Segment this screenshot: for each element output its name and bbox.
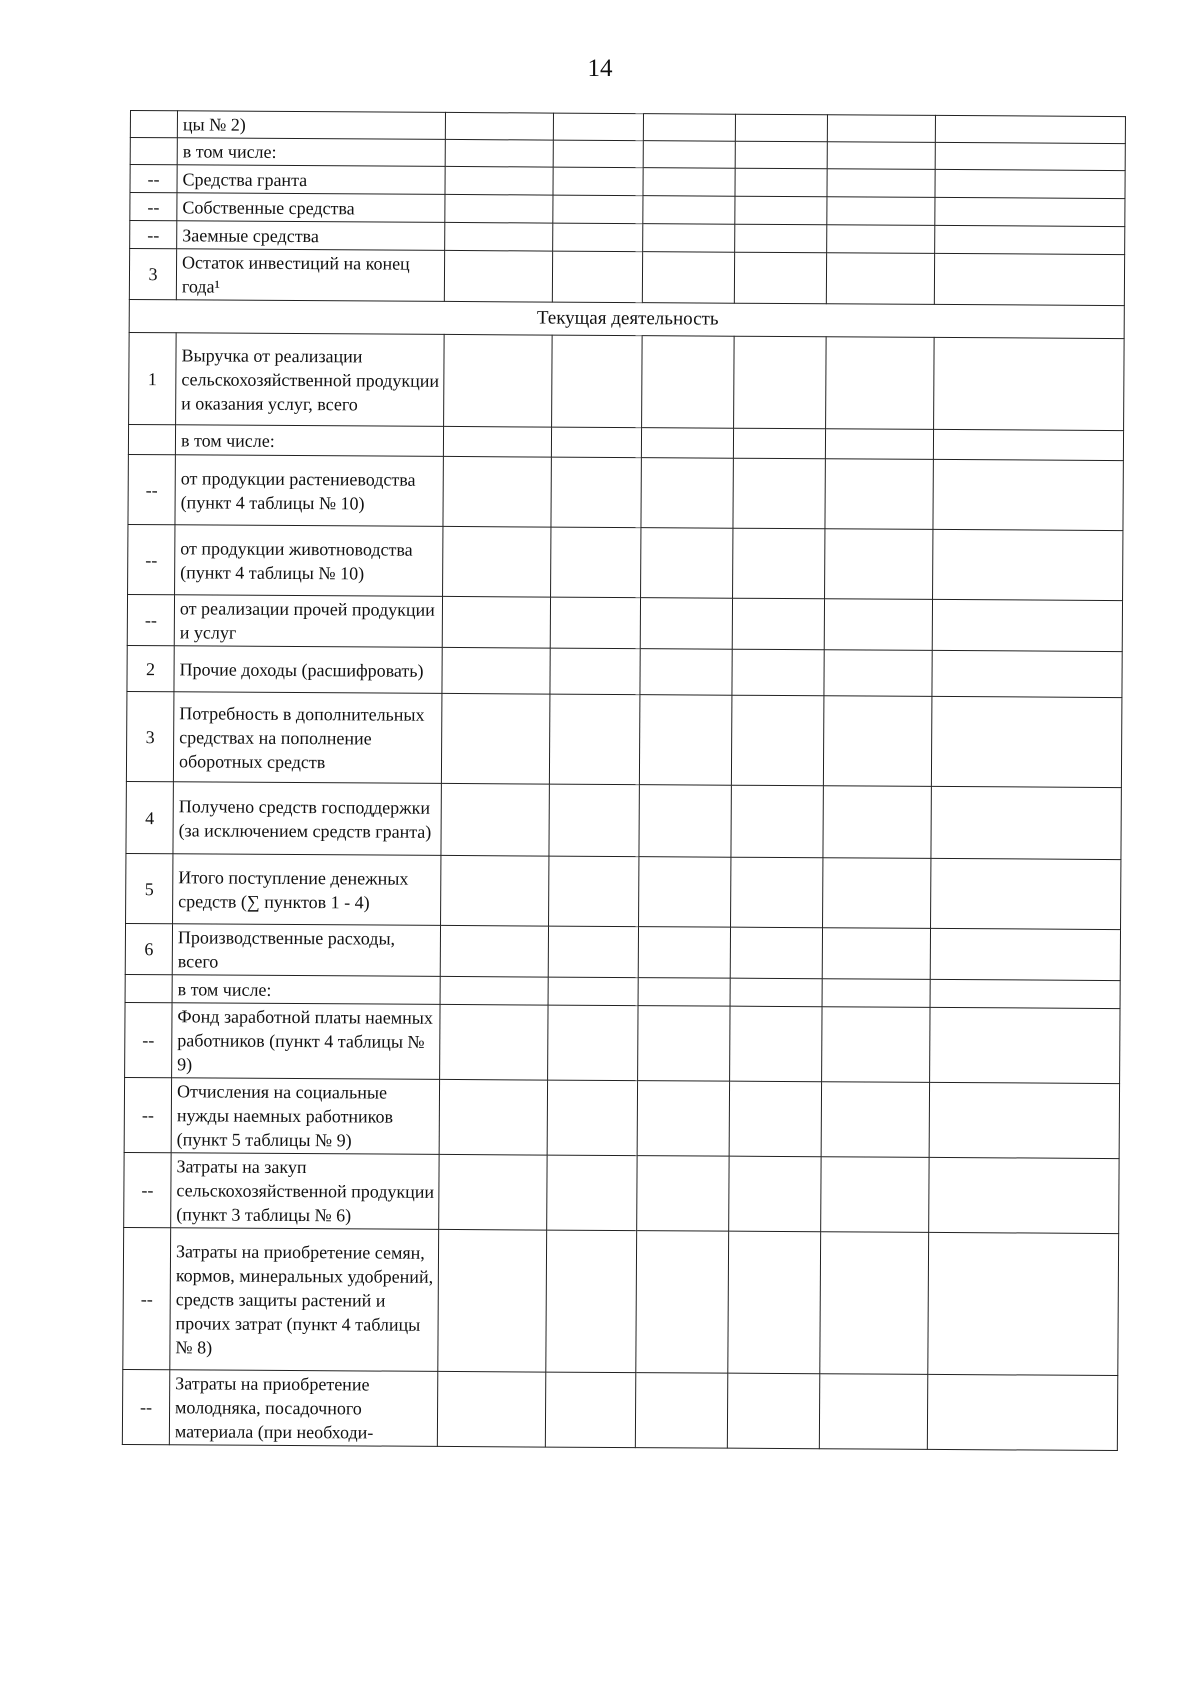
row-number: -- — [128, 524, 175, 594]
value-cell — [553, 140, 643, 168]
row-label: Выручка от реализации сельскохозяйственной продукции и оказания услуг, всего — [176, 333, 445, 427]
value-cell — [553, 195, 643, 224]
value-cell — [735, 168, 827, 197]
value-cell — [827, 115, 935, 143]
row-number: 5 — [126, 853, 173, 923]
table-row — [125, 1002, 1120, 1083]
row-label: Затраты на закуп сельскохозяйственной продукции (пункт 3 таблицы № 6) — [171, 1153, 439, 1230]
value-cell — [643, 141, 735, 169]
table-row — [126, 853, 1121, 929]
value-cell — [437, 1371, 545, 1447]
table-row — [129, 249, 1124, 306]
value-cell — [638, 927, 730, 979]
value-cell — [442, 596, 550, 648]
value-cell — [824, 650, 932, 697]
value-cell — [445, 166, 553, 195]
value-cell — [641, 428, 733, 459]
value-cell — [933, 529, 1123, 600]
table-row — [124, 1152, 1119, 1233]
value-cell — [733, 458, 825, 529]
value-cell — [438, 1229, 547, 1372]
value-cell — [637, 1081, 729, 1157]
table-row — [127, 645, 1122, 697]
value-cell — [933, 459, 1123, 530]
row-label: Собственные средства — [177, 193, 445, 223]
value-cell — [827, 225, 935, 254]
value-cell — [735, 141, 827, 169]
row-number: 4 — [126, 781, 173, 853]
row-number — [130, 138, 177, 165]
value-cell — [552, 251, 642, 303]
row-number: -- — [127, 594, 174, 645]
cash-flow-table — [122, 110, 1126, 1451]
value-cell — [732, 598, 824, 650]
row-number — [125, 974, 172, 1002]
value-cell — [547, 1155, 637, 1231]
value-cell — [822, 1007, 930, 1083]
row-label: Затраты на приобретение молодняка, посадочного материала (при необходи- — [169, 1370, 437, 1447]
row-label: Средства гранта — [177, 165, 445, 195]
value-cell — [445, 222, 553, 251]
value-cell — [443, 426, 551, 457]
value-cell — [642, 336, 735, 429]
row-number: -- — [130, 165, 177, 193]
row-label: Заемные средства — [177, 221, 445, 251]
table-row — [126, 691, 1122, 787]
value-cell — [935, 225, 1125, 254]
value-cell — [548, 926, 638, 978]
value-cell — [733, 428, 825, 459]
value-cell — [643, 114, 735, 142]
value-cell — [734, 252, 826, 304]
value-cell — [445, 112, 553, 140]
value-cell — [546, 1230, 637, 1373]
value-cell — [549, 694, 640, 785]
row-number: -- — [124, 1152, 171, 1227]
value-cell — [826, 337, 935, 430]
value-cell — [827, 197, 935, 226]
value-cell — [732, 649, 824, 696]
value-cell — [731, 695, 824, 786]
value-cell — [935, 115, 1125, 143]
value-cell — [935, 142, 1125, 170]
value-cell — [928, 1232, 1119, 1375]
value-cell — [823, 696, 932, 787]
value-cell — [735, 196, 827, 225]
table-row — [128, 524, 1123, 600]
value-cell — [640, 598, 732, 650]
value-cell — [825, 529, 933, 600]
table-body — [122, 111, 1125, 1451]
row-label: цы № 2) — [177, 111, 445, 140]
value-cell — [934, 253, 1124, 305]
value-cell — [549, 784, 639, 857]
value-cell — [729, 1156, 821, 1232]
table-row — [122, 1369, 1117, 1450]
row-number: 2 — [127, 645, 174, 691]
row-number: 6 — [125, 923, 172, 974]
value-cell — [643, 224, 735, 253]
value-cell — [550, 597, 640, 649]
row-label: Затраты на приобретение семян, кормов, минеральных удобрений, средств защиты растений и прочих затрат (пункт 4 таблицы № 8) — [170, 1228, 439, 1372]
value-cell — [551, 527, 641, 598]
value-cell — [445, 194, 553, 223]
value-cell — [927, 1374, 1117, 1450]
value-cell — [821, 1157, 929, 1233]
table-row — [126, 781, 1121, 859]
value-cell — [439, 1154, 547, 1230]
value-cell — [822, 928, 930, 980]
value-cell — [639, 785, 731, 858]
value-cell — [638, 1006, 730, 1082]
row-label: в том числе: — [177, 138, 445, 167]
value-cell — [551, 457, 641, 528]
value-cell — [932, 599, 1122, 651]
row-number: 3 — [126, 691, 174, 781]
table-row — [128, 454, 1123, 530]
value-cell — [444, 250, 552, 302]
table-row — [125, 923, 1120, 980]
value-cell — [553, 167, 643, 196]
value-cell — [641, 528, 733, 599]
value-cell — [443, 456, 551, 527]
row-label: Потребность в дополнительных средствах на пополнение оборотных средств — [173, 692, 442, 784]
row-label: Итого поступление денежных средств (∑ пунктов 1 - 4) — [173, 854, 441, 926]
value-cell — [730, 978, 822, 1007]
row-number: -- — [130, 193, 177, 221]
row-number: -- — [124, 1077, 171, 1152]
value-cell — [441, 855, 549, 926]
table-row — [129, 332, 1125, 430]
value-cell — [929, 1157, 1119, 1233]
value-cell — [733, 528, 825, 599]
value-cell — [638, 978, 730, 1007]
row-label: Остаток инвестиций на конец года¹ — [176, 249, 444, 302]
value-cell — [643, 168, 735, 197]
value-cell — [443, 526, 551, 597]
row-label: от продукции животноводства (пункт 4 таблицы № 10) — [175, 525, 443, 597]
value-cell — [827, 169, 935, 198]
row-label: Фонд заработной платы наемных работников (пункт 4 таблицы № 9) — [172, 1003, 440, 1080]
value-cell — [643, 196, 735, 225]
row-number: 1 — [129, 332, 177, 424]
value-cell — [931, 786, 1121, 859]
value-cell — [823, 858, 931, 929]
row-label: Прочие доходы (расшифровать) — [174, 646, 442, 694]
value-cell — [640, 649, 732, 696]
row-number: -- — [128, 454, 175, 524]
value-cell — [731, 857, 823, 928]
value-cell — [439, 1079, 547, 1155]
value-cell — [639, 857, 731, 928]
row-number — [128, 424, 175, 454]
row-number: -- — [123, 1227, 171, 1369]
value-cell — [641, 458, 733, 529]
value-cell — [930, 928, 1120, 980]
value-cell — [548, 1005, 638, 1081]
value-cell — [441, 783, 549, 856]
row-number — [130, 111, 177, 138]
value-cell — [639, 695, 732, 786]
value-cell — [637, 1156, 729, 1232]
value-cell — [552, 335, 643, 428]
value-cell — [822, 979, 930, 1008]
value-cell — [931, 858, 1121, 929]
page-number: 14 — [587, 55, 613, 82]
row-label: Отчисления на социальные нужды наемных работников (пункт 5 таблицы № 9) — [171, 1078, 439, 1155]
value-cell — [730, 1006, 822, 1082]
value-cell — [728, 1231, 821, 1374]
value-cell — [729, 1081, 821, 1157]
value-cell — [553, 223, 643, 252]
value-cell — [444, 334, 553, 427]
value-cell — [440, 1004, 548, 1080]
value-cell — [931, 696, 1122, 787]
value-cell — [547, 1080, 637, 1156]
value-cell — [440, 925, 548, 977]
value-cell — [441, 693, 550, 784]
value-cell — [824, 599, 932, 651]
value-cell — [735, 224, 827, 253]
value-cell — [935, 169, 1125, 198]
value-cell — [642, 252, 734, 304]
value-cell — [440, 976, 548, 1005]
value-cell — [735, 114, 827, 142]
value-cell — [549, 856, 639, 927]
value-cell — [553, 113, 643, 141]
table-row — [123, 1227, 1119, 1375]
row-label: Производственные расходы, всего — [172, 924, 440, 977]
value-cell — [823, 786, 931, 859]
row-number: 3 — [129, 249, 176, 300]
value-cell — [933, 429, 1123, 460]
value-cell — [730, 927, 822, 979]
value-cell — [930, 1007, 1120, 1083]
value-cell — [819, 1374, 927, 1450]
value-cell — [820, 1232, 929, 1375]
value-cell — [825, 459, 933, 530]
section-title: Текущая деятельность — [129, 299, 1124, 338]
value-cell — [934, 337, 1125, 430]
row-label: в том числе: — [172, 975, 440, 1005]
row-number: -- — [125, 1002, 172, 1077]
value-cell — [545, 1372, 635, 1448]
value-cell — [821, 1082, 929, 1158]
row-label: Получено средств господдержки (за исключением средств гранта) — [173, 782, 441, 856]
value-cell — [445, 139, 553, 167]
row-label: в том числе: — [175, 425, 443, 457]
value-cell — [731, 785, 823, 858]
table-row — [127, 594, 1122, 651]
value-cell — [636, 1231, 729, 1374]
value-cell — [548, 977, 638, 1006]
row-label: от реализации прочей продукции и услуг — [174, 595, 442, 648]
value-cell — [932, 650, 1122, 697]
value-cell — [635, 1373, 727, 1449]
value-cell — [442, 647, 550, 694]
value-cell — [929, 1082, 1119, 1158]
value-cell — [825, 429, 933, 460]
value-cell — [935, 197, 1125, 226]
row-label: от продукции растениеводства (пункт 4 таблицы № 10) — [175, 455, 443, 527]
value-cell — [727, 1373, 819, 1449]
value-cell — [827, 142, 935, 170]
value-cell — [551, 427, 641, 458]
row-number: -- — [122, 1369, 169, 1444]
table-row — [124, 1077, 1119, 1158]
value-cell — [930, 979, 1120, 1008]
value-cell — [826, 253, 934, 305]
value-cell — [734, 336, 827, 429]
row-number: -- — [130, 221, 177, 249]
value-cell — [550, 648, 640, 695]
